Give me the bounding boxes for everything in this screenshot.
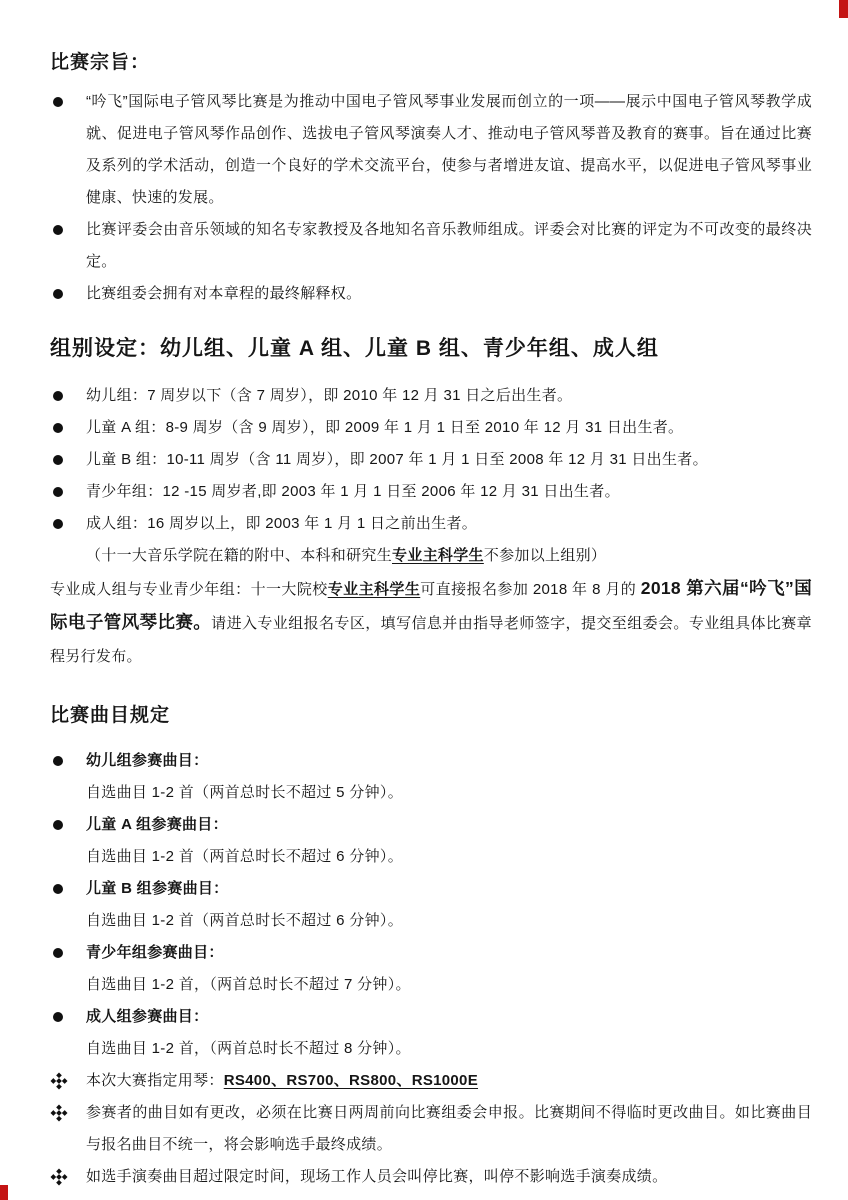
- group-bullet-5-text: 成人组：16 周岁以上，即 2003 年 1 月 1 日之前出生者。: [86, 515, 478, 532]
- time-limit-note: [50, 1161, 812, 1193]
- repertoire-item-2-title: 儿童 A 组参赛曲目：: [86, 816, 228, 833]
- repertoire-change-note: [50, 1097, 812, 1161]
- repertoire-item-5-title: 成人组参赛曲目：: [86, 1008, 209, 1025]
- group-bullet-1-text: 幼儿组：7 周岁以下（含 7 周岁），即 2010 年 12 月 31 日之后出生者。: [86, 387, 573, 404]
- repertoire-item-1-title: 幼儿组参赛曲目：: [86, 752, 209, 769]
- section-heading-purpose: 比赛宗旨：: [50, 52, 151, 73]
- purpose-bullet-2-text: 比赛评委会由音乐领域的知名专家教授及各地知名音乐教师组成。评委会对比赛的评定为不可改变的最终决定。: [86, 221, 812, 270]
- note-text-post: 不参加以上组别）: [483, 547, 607, 564]
- group-bullet-4-text: 青少年组：12 -15 周岁者,即 2003 年 1 月 1 日至 2006 年 12 月 31 日出生者。: [86, 483, 620, 500]
- document-content: [50, 0, 812, 1193]
- repertoire-item-4-title-row: [50, 937, 812, 969]
- repertoire-change-note-text: 参赛者的曲目如有更改，必须在比赛日两周前向比赛组委会申报。比赛期间不得临时更改曲目。如比赛曲目与报名曲目不统一，将会影响选手最终成绩。: [86, 1104, 812, 1153]
- disc-bullet-icon: [53, 289, 63, 299]
- disc-bullet-icon: [53, 820, 63, 830]
- disc-bullet-icon: [53, 487, 63, 497]
- professional-groups-paragraph: [50, 572, 812, 673]
- repertoire-item-3-title: 儿童 B 组参赛曲目：: [86, 880, 229, 897]
- corner-mark-bottom-left: [0, 1185, 8, 1200]
- repertoire-item-4-title: 青少年组参赛曲目：: [86, 944, 224, 961]
- disc-bullet-icon: [53, 948, 63, 958]
- repertoire-item-5-body: 自选曲目 1-2 首，（两首总时长不超过 8 分钟）。: [86, 1040, 411, 1057]
- disc-bullet-icon: [53, 225, 63, 235]
- purpose-bullet-2: [50, 214, 812, 278]
- disc-bullet-icon: [53, 423, 63, 433]
- repertoire-item-4-body: 自选曲目 1-2 首，（两首总时长不超过 7 分钟）。: [86, 976, 411, 993]
- repertoire-item-1-body: 自选曲目 1-2 首（两首总时长不超过 5 分钟）。: [86, 784, 403, 801]
- purpose-bullet-3: [50, 278, 812, 310]
- repertoire-item-3-body: 自选曲目 1-2 首（两首总时长不超过 6 分钟）。: [86, 912, 403, 929]
- pro-para-seg3: 可直接报名参加 2018 年 8 月的: [420, 581, 641, 598]
- purpose-bullet-1: [50, 86, 812, 214]
- diamond-bullet-icon: [56, 1078, 62, 1084]
- note-text-emphasis: 专业主科学生: [392, 547, 484, 564]
- repertoire-item-1-title-row: [50, 745, 812, 777]
- diamond-bullet-icon: [56, 1174, 62, 1180]
- diamond-bullet-icon: [56, 1110, 62, 1116]
- group-bullet-1: [50, 380, 812, 412]
- disc-bullet-icon: [53, 1012, 63, 1022]
- note-text-pre: （十一大音乐学院在籍的附中、本科和研究生: [86, 547, 393, 564]
- repertoire-item-2-body: 自选曲目 1-2 首（两首总时长不超过 6 分钟）。: [86, 848, 403, 865]
- group-bullet-3-text: 儿童 B 组：10-11 周岁（含 11 周岁），即 2007 年 1 月 1 日至 2008 年 12 月 31 日出生者。: [86, 451, 708, 468]
- disc-bullet-icon: [53, 391, 63, 401]
- disc-bullet-icon: [53, 884, 63, 894]
- corner-mark-top-right: [839, 0, 848, 18]
- group-bullet-5: [50, 508, 812, 540]
- pro-para-seg1: 专业成人组与专业青少年组：十一大院校: [50, 581, 328, 598]
- group-bullet-2-text: 儿童 A 组：8-9 周岁（含 9 周岁），即 2009 年 1 月 1 日至 2010 年 12 月 31 日出生者。: [86, 419, 684, 436]
- pro-para-seg4-competition-title: 2018 第六届“吟飞”国际电子管风琴比赛。: [50, 578, 812, 632]
- group-bullet-3: [50, 444, 812, 476]
- repertoire-item-5-title-row: [50, 1001, 812, 1033]
- pro-para-seg2-emphasis: 专业主科学生: [327, 581, 421, 598]
- groups-exclusion-note: [50, 540, 812, 572]
- time-limit-note-text: 如选手演奏曲目超过限定时间，现场工作人员会叫停比赛，叫停不影响选手演奏成绩。: [86, 1168, 668, 1185]
- disc-bullet-icon: [53, 455, 63, 465]
- designated-piano-label: 本次大赛指定用琴：: [86, 1072, 224, 1089]
- purpose-bullet-1-text: “吟飞”国际电子管风琴比赛是为推动中国电子管风琴事业发展而创立的一项——展示中国电子管风琴教学成就、促进电子管风琴作品创作、选拔电子管风琴演奏人才、推动电子管风琴普及教育的赛事。旨在通过比赛及系列的学术活动，创造一个良好的学术交流平台，使参与者增进友谊、提高水平，以促进电子管风琴事业健康、快速的发展。: [86, 93, 812, 206]
- repertoire-item-3-title-row: [50, 873, 812, 905]
- group-bullet-2: [50, 412, 812, 444]
- disc-bullet-icon: [53, 519, 63, 529]
- section-heading-groups: 组别设定：幼儿组、儿童 A 组、儿童 B 组、青少年组、成人组: [50, 337, 659, 360]
- purpose-bullet-3-text: 比赛组委会拥有对本章程的最终解释权。: [86, 285, 362, 302]
- pro-para-seg5: 请进入专业组报名专区，填写信息并由指导老师签字，提交至组委会。专业组具体比赛章程另行发布。: [50, 615, 812, 665]
- designated-piano-models: RS400、RS700、RS800、RS1000E: [223, 1072, 479, 1089]
- repertoire-item-2-title-row: [50, 809, 812, 841]
- group-bullet-4: [50, 476, 812, 508]
- designated-piano-note: [50, 1065, 812, 1097]
- section-heading-repertoire: 比赛曲目规定: [50, 705, 171, 726]
- disc-bullet-icon: [53, 756, 63, 766]
- disc-bullet-icon: [53, 97, 63, 107]
